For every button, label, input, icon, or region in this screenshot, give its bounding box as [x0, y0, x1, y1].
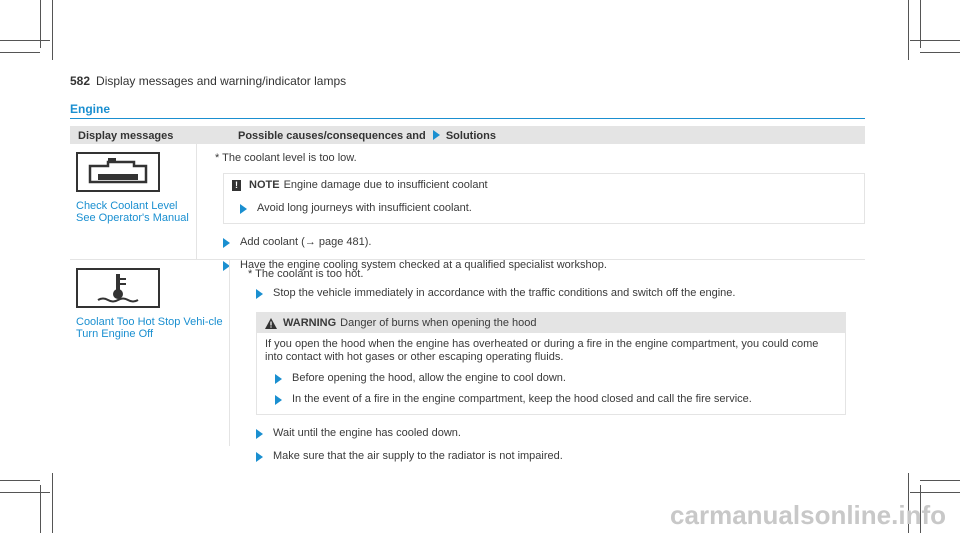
warning-title: Danger of burns when opening the hood	[340, 317, 537, 329]
crop-mark	[920, 480, 960, 481]
column-header-display-messages: Display messages	[78, 130, 174, 142]
coolant-level-icon	[76, 152, 160, 192]
display-message-cell	[70, 260, 230, 446]
crop-mark	[0, 40, 50, 41]
step-arrow-icon	[256, 452, 263, 462]
warning-label: WARNING	[283, 317, 337, 329]
crop-mark	[920, 52, 960, 53]
section-divider	[70, 118, 865, 119]
warning-box	[256, 312, 846, 415]
step-arrow-icon	[256, 429, 263, 439]
solutions-cell	[230, 260, 865, 462]
warning-step: In the event of a fire in the engine compartment, keep the hood closed and call the fire service.	[275, 393, 837, 406]
note-box	[223, 173, 865, 224]
note-icon: !	[232, 180, 241, 191]
solution-step: Wait until the engine has cooled down.	[256, 427, 865, 440]
page-header	[70, 74, 346, 88]
warning-icon	[265, 318, 277, 329]
solution-step: Add coolant (→ page 481).	[223, 236, 865, 249]
note-title: Engine damage due to insufficient coolant	[283, 179, 488, 191]
table-row	[70, 260, 865, 462]
warning-text: If you open the hood when the engine has overheated or during a fire in the engine compartment, you could come into contact with hot gases or other escaping operating fluids.	[265, 338, 819, 363]
page-number: 582	[70, 74, 91, 88]
crop-mark	[0, 480, 40, 481]
watermark: carmanualsonline.info	[670, 500, 946, 530]
warning-step: Before opening the hood, allow the engine to cool down.	[275, 372, 837, 385]
step-arrow-icon	[275, 374, 282, 384]
cause-text: * The coolant level is too low.	[215, 152, 357, 164]
coolant-temperature-icon	[76, 268, 160, 308]
step-arrow-icon	[256, 289, 263, 299]
table-header	[70, 126, 865, 144]
step-arrow-icon	[240, 204, 247, 214]
crop-mark	[52, 473, 53, 533]
solution-step: Have the engine cooling system checked at a qualified specialist workshop.	[223, 259, 865, 272]
step-arrow-icon	[275, 395, 282, 405]
note-step: Avoid long journeys with insufficient coolant.	[240, 202, 856, 215]
display-message-text: Coolant Too Hot Stop Vehi-cle Turn Engine Off	[76, 316, 223, 340]
crop-mark	[0, 52, 40, 53]
table-row	[70, 144, 865, 271]
step-arrow-icon	[223, 238, 230, 248]
crop-mark	[0, 492, 50, 493]
crop-mark	[910, 40, 960, 41]
note-label: NOTE	[249, 179, 280, 191]
column-header-causes: Possible causes/consequences and Solutions	[238, 130, 496, 142]
crop-mark	[908, 0, 909, 60]
solution-step: Make sure that the air supply to the radiator is not impaired.	[256, 450, 865, 463]
messages-table	[70, 126, 865, 462]
cause-text: * The coolant is too hot.	[248, 268, 364, 280]
crop-mark	[52, 0, 53, 60]
display-message-cell	[70, 144, 197, 259]
crop-mark	[910, 492, 960, 493]
solutions-cell	[197, 144, 865, 271]
display-message-text: Check Coolant Level See Operator's Manual	[76, 200, 189, 224]
arrow-icon	[433, 130, 440, 140]
solution-step: Stop the vehicle immediately in accordance with the traffic conditions and switch off the engine.	[256, 287, 865, 300]
section-title: Engine	[70, 102, 111, 116]
page-header-title: Display messages and warning/indicator lamps	[96, 74, 347, 88]
